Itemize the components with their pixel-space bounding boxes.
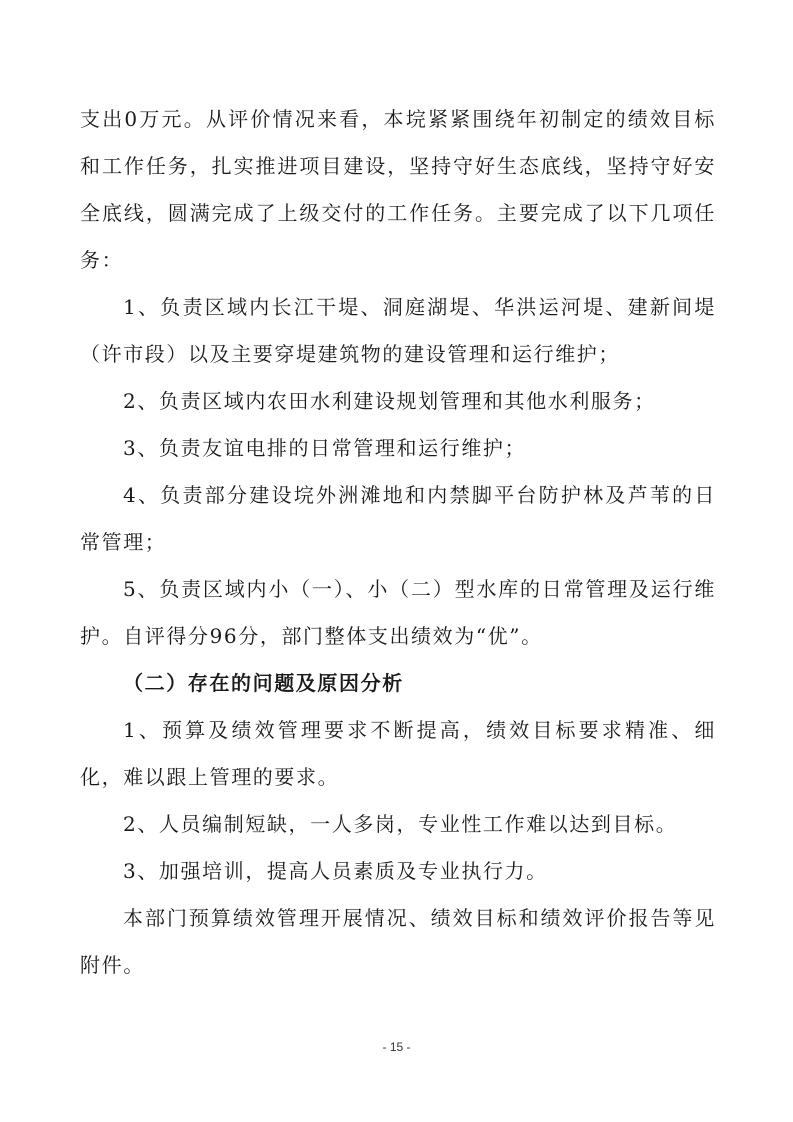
- paragraph-issue-3: 3、加强培训，提高人员素质及专业执行力。: [123, 859, 548, 883]
- document-body: [80, 96, 716, 989]
- paragraph-task-1: 1、负责区域内长江干堤、洞庭湖堤、华洪运河堤、建新间堤（许市段）以及主要穿堤建筑物的建设管理和运行维护；: [80, 295, 716, 366]
- paragraph-issue-1: 1、预算及绩效管理要求不断提高，绩效目标要求精准、细化，难以跟上管理的要求。: [80, 718, 716, 789]
- paragraph-attachment-note: 本部门预算绩效管理开展情况、绩效目标和绩效评价报告等见附件。: [80, 906, 716, 977]
- paragraph-issue-2: 2、人员编制短缺，一人多岗，专业性工作难以达到目标。: [123, 812, 678, 836]
- paragraph-task-3: 3、负责友谊电排的日常管理和运行维护；: [123, 436, 527, 460]
- paragraph-summary: 支出0万元。从评价情况来看，本垸紧紧围绕年初制定的绩效目标和工作任务，扎实推进项目建设，坚持守好生态底线，坚持守好安全底线，圆满完成了上级交付的工作任务。主要完成了以下几项任务：: [80, 107, 716, 272]
- paragraph-task-4: 4、负责部分建设垸外洲滩地和内禁脚平台防护林及芦苇的日常管理；: [80, 483, 716, 554]
- paragraph-task-5: 5、负责区域内小（一）、小（二）型水库的日常管理及运行维护。自评得分96分，部门整体支出绩效为“优”。: [80, 577, 716, 648]
- paragraph-task-2: 2、负责区域内农田水利建设规划管理和其他水利服务；: [123, 389, 656, 413]
- page-number: - 15 -: [382, 1040, 411, 1054]
- section-heading: （二）存在的问题及原因分析: [123, 671, 404, 695]
